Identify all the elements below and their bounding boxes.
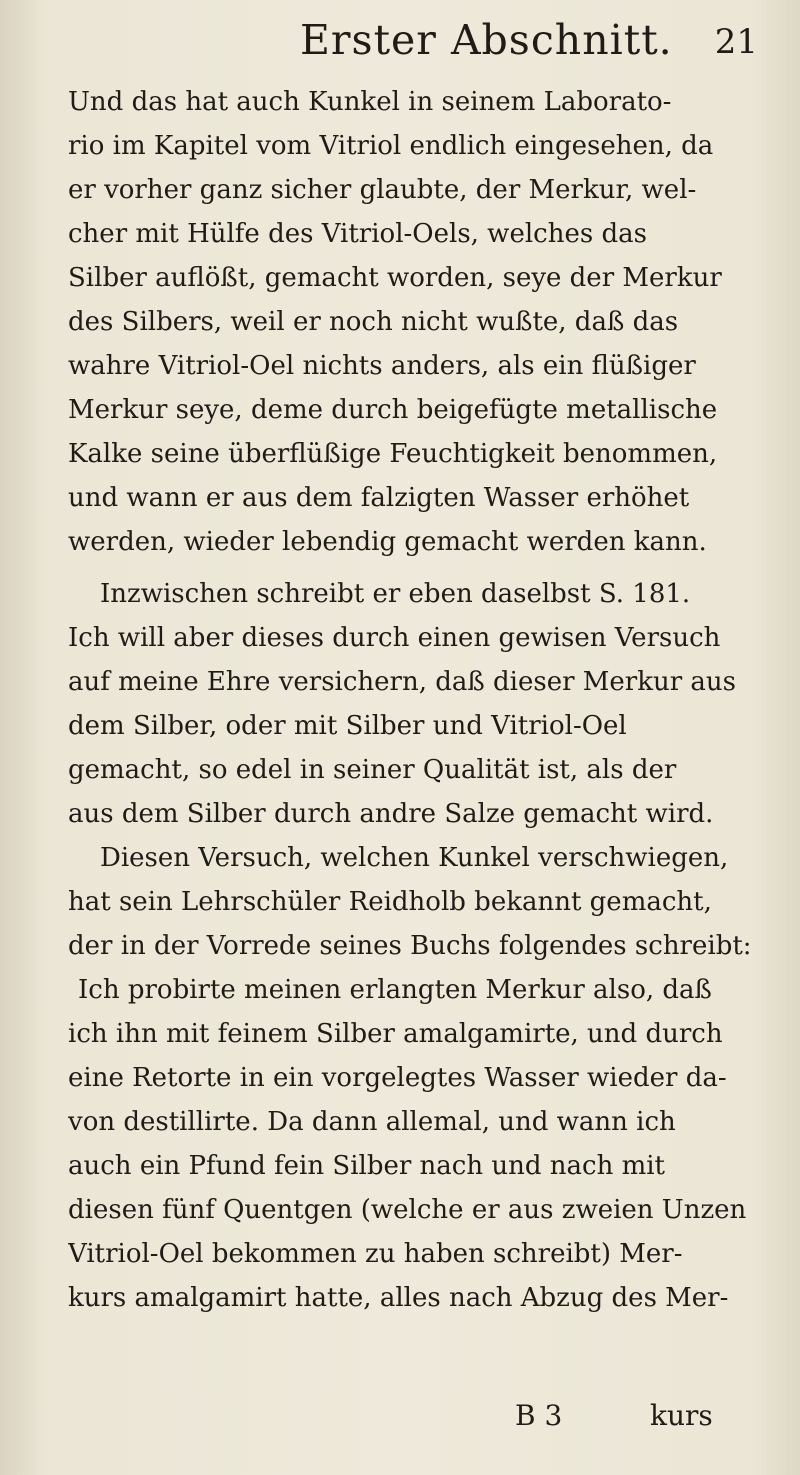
- text-line: des Silbers, weil er noch nicht wußte, daß das: [68, 307, 679, 337]
- text-line: wahre Vitriol-Oel nichts anders, als ein flüßiger: [68, 351, 696, 381]
- page-header: [0, 6, 800, 86]
- text-line: er vorher ganz sicher glaubte, der Merkur, wel-: [68, 175, 697, 205]
- text-line: Merkur seye, deme durch beigefügte metallische: [68, 395, 718, 425]
- text-line: und wann er aus dem falzigten Wasser erhöhet: [68, 483, 690, 513]
- text-line: Und das hat auch Kunkel in seinem Laborato-: [68, 87, 672, 117]
- text-line: cher mit Hülfe des Vitriol-Oels, welches das: [68, 219, 647, 249]
- text-line: ich ihn mit feinem Silber amalgamirte, und durch: [68, 1019, 723, 1049]
- text-line: auch ein Pfund fein Silber nach und nach mit: [68, 1151, 665, 1181]
- text-line: kurs amalgamirt hatte, alles nach Abzug des Mer-: [68, 1283, 729, 1313]
- text-line: werden, wieder lebendig gemacht werden kann.: [68, 527, 707, 557]
- page-number: 21: [714, 22, 758, 62]
- running-head: Erster Abschnitt.: [300, 16, 673, 64]
- text-line: rio im Kapitel vom Vitriol endlich eingesehen, da: [68, 131, 714, 161]
- text-line: Inzwischen schreibt er eben daselbst S. 181.: [100, 579, 691, 609]
- text-line: gemacht, so edel in seiner Qualität ist, als der: [68, 755, 677, 785]
- paragraph-1: [68, 80, 768, 564]
- text-line: Silber auflößt, gemacht worden, seye der Merkur: [68, 263, 722, 293]
- text-line: Vitriol-Oel bekommen zu haben schreibt) Mer-: [68, 1239, 683, 1269]
- paragraph-3: [68, 836, 768, 1320]
- text-line: Diesen Versuch, welchen Kunkel verschwiegen,: [100, 843, 729, 873]
- text-line: hat sein Lehrschüler Reidholb bekannt gemacht,: [68, 887, 712, 917]
- text-line: diesen fünf Quentgen (welche er aus zweien Unzen: [68, 1195, 747, 1225]
- body-text: [68, 80, 768, 1320]
- text-line: auf meine Ehre versichern, daß dieser Merkur aus: [68, 667, 737, 697]
- catchword: kurs: [650, 1399, 713, 1432]
- signature-mark: B 3: [515, 1399, 563, 1432]
- text-line: Ich will aber dieses durch einen gewisen Versuch: [68, 623, 721, 653]
- paragraph-2: [68, 572, 768, 836]
- page-footer: [0, 1395, 800, 1445]
- text-line: eine Retorte in ein vorgelegtes Wasser wieder da-: [68, 1063, 727, 1093]
- text-line: von destillirte. Da dann allemal, und wann ich: [68, 1107, 676, 1137]
- text-line: Kalke seine überflüßige Feuchtigkeit benommen,: [68, 439, 718, 469]
- text-line: Ich probirte meinen erlangten Merkur also, daß: [78, 975, 712, 1005]
- text-line: der in der Vorrede seines Buchs folgendes schreibt:: [68, 931, 752, 961]
- text-line: dem Silber, oder mit Silber und Vitriol-Oel: [68, 711, 627, 741]
- text-line: aus dem Silber durch andre Salze gemacht wird.: [68, 799, 714, 829]
